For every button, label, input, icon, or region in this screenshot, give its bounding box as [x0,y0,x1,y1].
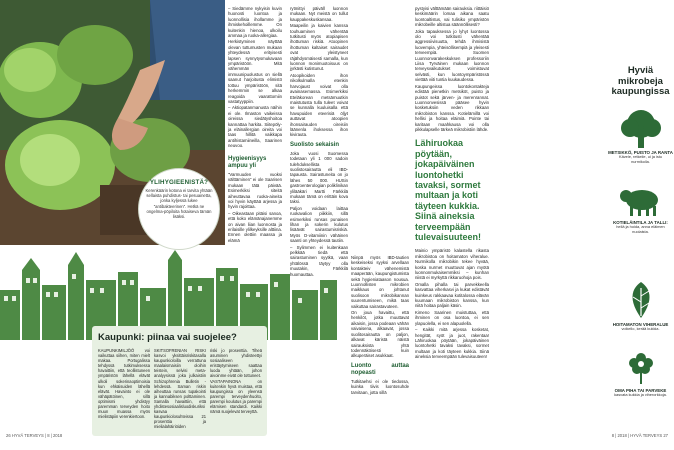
paragraph: rytmittyi päiväll luonnon mukaan. Nyt meistä on tullut kauppakeskuskansaa. [290,6,348,22]
paragraph: pystyisi välttämään sairauksia. riittäisiö keskimäärin lomaa aikana saatu luontoaltistus, vai tulisiko ympäristön mikrobeille altistua säännöllisesti? [415,6,489,28]
infobox-column-2: SKITSOFRENIAN RISKI kasvoi yksittäisriskitasalla kaupunkioloilla verrattuna maalaismaisiin oloihin teistein, selvisi meta-analyysissä joka julkaistiin Schizophrenia Bulletin -lehdessä. Saman riskin aiheuttaa runsas tupakointi ja kannabiksen polttaminen. Samalla havaittiin, että yhdistesosiaalisluodiskuriksi kasvaa kaupunkiolosuhteissa 21 prosenttia ja mielialahäiriöiden [154,348,206,430]
footer-right: 8 | 2018 | HYVÄ TERVEYS 27 [611,433,668,438]
sidebar-item-balcony [607,348,674,398]
paragraph: Kaupungeissa luontokontakteja edistää pienetkin metsiköt, puisto ja puistot sekä järven- ja merenrannat. Luonnonvesissä pääsee hyvin kosketuksiin veden rikkaan mikrobiston kanssa. Kotielämillä voi hellisi ja hoitaa eläimiä. Pointe tai karitaan maahkausa voi olla pikkulapselle tärkeä mikrobistiin lähde. [415,83,489,132]
left-column-1 [228,6,282,150]
left-column-2 [228,152,282,244]
city-infobox-title: Kaupunki: piinaa vai suojelee? [98,332,237,343]
hygiene-callout-title: YLIHYGIEENISTÄ? [149,179,209,186]
sidebar-item-meadow [607,280,674,332]
paragraph: Maapeilin ja kaivien kanssa touhuaminen vähentää tutkitusti myös atopiapisen ihottuman riskiä. Atoopinen ihottuman kaltaiset sairaudet ovat yleistyneet räjähdysmäisesti samalla, kun luonnon monimuotoisuus on jyrkästi kutistunut. [290,23,348,72]
pull-quote: Lähiruokaa pöytään, jokapäiväinen luontohetki tavaksi, sormet multaan ja koti täyteen kukkia. Siinä aineksia terveempään tulevaisuuteen! [415,138,482,242]
paragraph: Herkistyminen näyttää olevan tuttumusten mukaan yhteydessä erityisesti lapsen synnytysmukavaan ympäristöön. Mitä vähemmän immuunipuolustus on siellä saanut harjoitusta elimistö tottuu ympäristöön, sitä herkemmin se alkaa reagoida vaarattomiin vastatyyppiin. [228,39,282,104]
sidebar-item-text: kasvata kukkia ja viherorkkoja. [614,392,667,397]
infobox-column-3 [210,348,262,414]
paragraph: – Oikeastaan pitäisi sanoa, että koko elämänajanemme on aivan liian luonnosta ja erilaisille ylilkeyksille alttiina. Ennen olettiin maassa ja elämä [228,210,282,243]
sidebar-item-title: HOITAMATON VIHERALUE [612,322,669,327]
infobox-paragraph: riski jo prosenttia. Tiheä asuminen yhdisteettyi sosiaaliseen eristäytymiseen saattaa luoda yhtään, johon aivoinme eivät ole tottuneet. [210,348,262,379]
sidebar-panel [607,0,674,430]
paragraph: Mainio ympäristö kalastella rikasta mikrobistoa on hoitamaton viheralue. Nurmikolla mikrobikin tekee hyvää, koska nurmet muuttuvat ajan myötä luonnonmukaisemmiksi – kunhan niistä ei myrkyttä rikkaruohoja pois. [415,248,489,281]
sidebar-item-title: METSIKKÖ, PUISTO JA RANTA [608,150,673,155]
sidebar-item-forest [607,108,674,165]
sidebar-item-text: hellä ja hoida, anna eläimen nuolaista. [616,224,665,234]
sidebar-item-text: Kävele, retkeile, ui ja istu nurmikolla. [618,154,663,164]
sidebar-item-title: OMA PIHA TAI PARVEKE [614,388,667,393]
paragraph: Kimeno Saarinen muistuttaa, että ihminen on osa luontoa, ei sen ylapuolella, ei sen alapuolella. [415,309,489,326]
flower-icon [618,348,664,386]
tree-icon [618,108,664,148]
paragraph: – Aktiopatanmanusta näihin ei ole. Ilmaston vaikeissa oireissa siedätyshoitoa kannattaa harkita. Siitepöly- ja eläinallergian oireita voi taas hillitä vaikkapa antihistamiineilla, Saarinen neuvoo. [228,105,282,149]
sidebar-item-text: voikello, kerää kukkia. [621,326,660,331]
right-column-2-top [351,6,409,254]
sidebar-item-title: KOTIELÄINTILA JA TALLI: [613,220,668,225]
infobox-paragraph: VASTAPAINONA on kuitenkin hyvä muistaa, että kaupungissa on yleensä parempi terveydenhuolto, parempi koulutus ja parempi elämisen standardi. Kaikki nämä suojelevat terveyttä. [210,378,262,415]
paragraph: Atoopikoiden ihon nikolkulmalla etenkin harvojaust voivat olla avainasemassa. Esimerkiksi Eteläkorean metsämuutkin maistutusta tulla tuleet voivat se kunnalla kuuluisalla että havupuiden eteerisiä öljyt auttavat atoopien ihonsairauden oireisiin läänenla ihoksessa ihon kivirauta. [290,72,348,138]
section-heading: Luonto auttaa nopeasti [351,362,409,376]
footer-left: 26 HYVÄ TERVEYS | 8 | 2018 [6,433,63,438]
section-heading: Suolisto sekaisin [290,141,340,148]
infobox-column-1: KAUPUNKIMILJÖÖ voi vaikuttaa siihen, miten mielt makaa. Portugalissa tehdyssä tutkimuksessa havaittiin, että teollistuneen ympäristön lähellä elävät ulkoli sokerinaoptimoisia kun ehkäisuiden lähellä elävät. Havainto ei ole vähäpätöinen, sillä optimismi yhdistyy paremman terveyden hoito muun muassa myös mielistäpiin verenkiertoon. [98,348,150,420]
sidebar-item-farm [607,182,674,235]
paragraph: Niinpä myös IBD-tautien keskeiseksi syyksi arvellaan kontakteiv vähenemistä maaperään, kaupungistumista sekä hygieniataason nousua. Luonnollisten mikrobien maikkaus on johtanut suolisoon mikrobikannan suurentumiseen, mikä taas vaikuttaa sairastavuteen. [351,255,409,309]
right-column-3 [415,6,489,361]
paragraph: On joua havaittu, että henkilöt, jotka muuttavat aikaisin, jossa podeaan vähän vaivaisena, alkaavat, jossa suolitosairautta on paljon, alkavat käristä näistä sairauksista yhtä todennäköisesti kuin alkuperäiset asukkaat. [351,310,409,359]
hygiene-callout-text: Kerenkäärin kotona ei tarvita yhtään sellaista puhdistus- tai pesuainetta, jonka kyljessä lukee ”antibakteerinen”. Hetkä ne ongelma-pöpiloita hotaiseva tämän lisäksi. [145,188,213,220]
paragraph: ”Varmuuden vuoksi välttäminen” ei ole Saarisen mukaan tätä päivää. Esimerkiksi siteitä aiheuttavaa ruoka-aineita voi hyvin käyttää arjessa ja hyvin rajoittaa. [228,172,282,210]
right-column-2 [351,255,409,396]
cow-icon [618,182,664,218]
right-column-1 [290,6,348,278]
paragraph: – Kaikki mitä arjessa kosketat, hengität, syöt ja juot, rakentaa! Lähiruokaa pöytään, jokapäiväinen luontohetki tavaksi tavaksi, sormet multaan ja koti täyteen kukkia. Siinä aineksia terveempään tulevaisuuteen! [415,327,489,360]
paragraph: Joka vuosi Suomessa todetaan yli 1 000 sadoin tulehduksellista suolistosairautta eli IBD-tapausta. Sairastuneita on jo lähes 50 000. HUSin gastroenterologian poliklinikan ylilääkäri Martti Färkkilä mukaan tämä on erittäin kova taksi. [290,150,348,205]
sidebar-title: Hyviä mikrobeja kaupungissa [611,65,670,97]
leaf-icon [618,280,664,320]
section-heading: Hygieenisyys ampuu yli [228,156,267,169]
paragraph: Paljon voidaan laittaa ruokavalion piikkiin, sillä esimerkiksi runsas punaisen lihan ja sokerin kulutus lisäävät sairastumisriskiä. Myös D-vitamiinin vähäinen saanti on yhteydessä tautiin. [290,205,348,244]
city-infobox [92,326,267,436]
paragraph: – Sylimmen ei kuitenkaan pelkkää tiedä että sairastuminen syytkä, vaan yhtälössä täytyy olla muutakin, Färkkilä huomauttaa. [290,244,348,277]
paragraph: – Siedämme nykyisin kuvin huonosti luontoa ja luonnollisia ihollamme ja ihmiskehoillemme. On kuitenkin hienoa, ulkoilu ammaa ja ruoka-allergiaa. [228,6,282,39]
paragraph: Omalla pihalla tai parvekkeella kasvattaa viherkasvi ja kukat edistävät kuinkeus rakkaavaa kotitalossa elävän kuumaan mikrobiston kanssa, kun niitä hoitaa paljain käsin. [415,281,489,309]
hygiene-callout [138,168,220,250]
paragraph: Joka tapauksessa jo lyhyt luontossa olo voi tutkitusti vähentää aggressiivisuutta, tehdä ihmisistä luovempia, yhteisöllisempiä ja yleisesti terveempiä. Suomen Luonnonvarakeskuksen professoriin Liisa Tyrväinen mukaan luonnon terveysvaikutukset voimistuvat selvästi, kun luontoympäristössä viettää viiti tuntia kuukaudessa. [415,28,489,83]
paragraph: Tutkitaehsi ei ole tiedossa, kuinka tiivis luontosuhde tarvitaan, jotta sillä [351,378,409,395]
